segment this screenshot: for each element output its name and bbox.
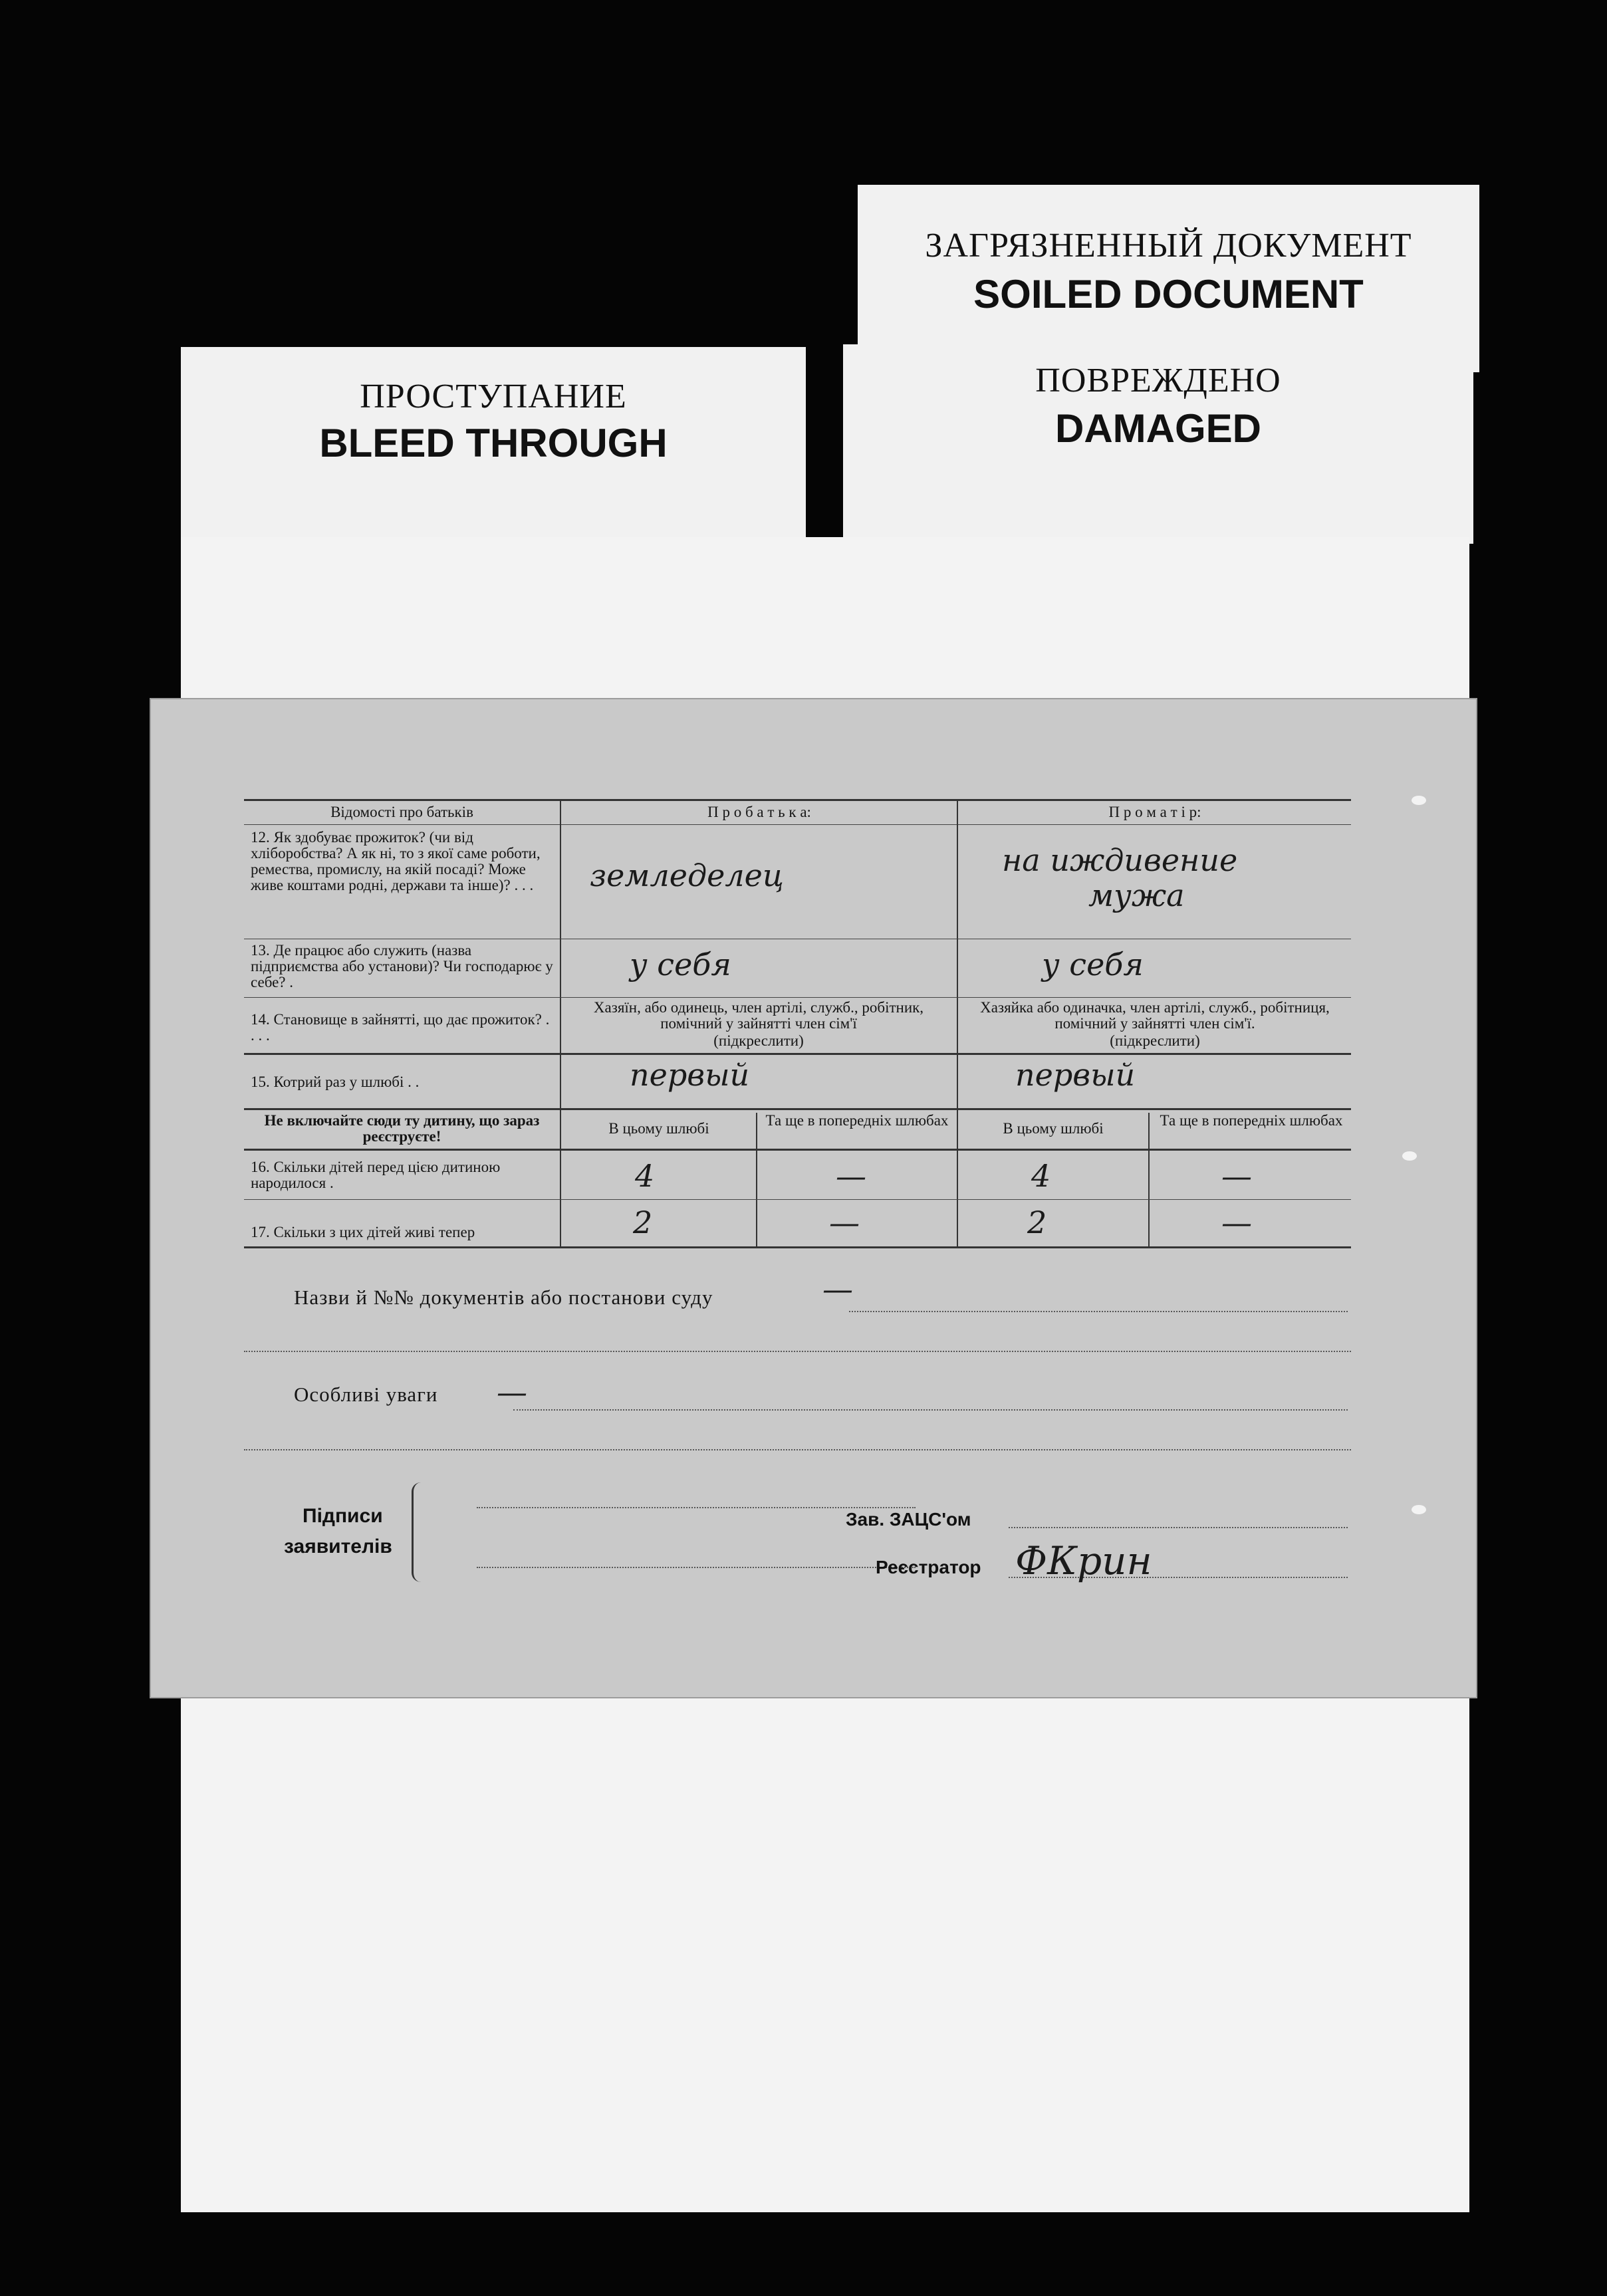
q13-label: 13. Де працює або служить (назва підприємства або установи)? Чи господарює у себе? . (251, 942, 553, 990)
bleed-title-ru: ПРОСТУПАНИЕ (360, 378, 627, 415)
soiled-title-en: SOILED DOCUMENT (973, 272, 1364, 316)
tag-card-damaged (843, 344, 1473, 544)
q12-mother-answer-line2: мужа (1088, 877, 1185, 913)
q14-label: 14. Становище в зайнятті, що дає прожиток? . . . . (251, 1011, 550, 1044)
q17-father-prev: — (829, 1205, 860, 1240)
documents-value: — (822, 1271, 853, 1307)
punch-hole (1412, 1505, 1426, 1514)
notes-value: — (497, 1374, 527, 1410)
q16-label: 16. Скільки дітей перед цією дитиною народилося . (251, 1159, 501, 1191)
q17-father-this: 2 (633, 1205, 653, 1240)
q16-father-prev: — (836, 1158, 866, 1194)
q14-father-options: Хазяїн, або одинець, член артілі, служб., робітник, помічний у зайнятті член сім'ї (593, 999, 924, 1032)
q13-mother-answer: у себя (1042, 947, 1144, 982)
mother-prev-marriages-header: Та ще в попередніх шлюбах (1160, 1112, 1343, 1129)
q12-father-answer: земледелец (590, 858, 784, 893)
q14-mother-options: Хазяйка або одиначка, член артілі, служб., робітниця, помічний у зайнятті член сім'ї. (980, 999, 1330, 1032)
q17-mother-this: 2 (1027, 1205, 1047, 1240)
header-parents-info: Відомості про батьків (330, 804, 473, 820)
soiled-title-ru: ЗАГРЯЗНЕННЫЙ ДОКУМЕНТ (925, 227, 1412, 265)
q15-father-answer: первый (630, 1057, 750, 1093)
punch-hole (1412, 796, 1426, 805)
punch-hole (1402, 1151, 1417, 1161)
q13-father-answer: у себя (630, 947, 731, 982)
q17-mother-prev: — (1221, 1205, 1252, 1240)
bleed-title-en: BLEED THROUGH (319, 421, 668, 465)
header-about-mother: П р о м а т і р: (1108, 804, 1201, 820)
children-instruction: Не включайте сюди ту дитину, що зараз реєструєте! (264, 1112, 540, 1145)
q16-mother-prev: — (1221, 1158, 1252, 1194)
q12-label: 12. Як здобуває прожиток? (чи від хліборобства? А як ні, то з якої саме роботи, ремества, промислу, на якій посаді? Може живе коштами родні, держави та інше)? . . . (251, 829, 541, 893)
damaged-title-ru: ПОВРЕЖДЕНО (1035, 362, 1281, 400)
damaged-title-en: DAMAGED (1055, 406, 1261, 451)
q16-father-this: 4 (635, 1158, 655, 1194)
father-prev-marriages-header: Та ще в попередніх шлюбах (765, 1112, 949, 1129)
q16-mother-this: 4 (1031, 1158, 1051, 1194)
q12-mother-answer-line1: на иждивение (1002, 842, 1238, 878)
applicants-signature-label-2: заявителів (284, 1536, 392, 1557)
notes-label: Особливі уваги (294, 1383, 438, 1406)
tag-card-bleed-through (181, 347, 806, 546)
mother-this-marriage-header: В цьому шлюбі (1003, 1120, 1104, 1137)
registration-form (150, 698, 1477, 1698)
registrar-signature: ФКрин (1015, 1538, 1152, 1583)
q15-label: 15. Котрий раз у шлюбі . . (251, 1074, 420, 1090)
applicants-brace (412, 1482, 428, 1582)
registrar-label: Реєстратор (876, 1557, 981, 1577)
q17-label: 17. Скільки з цих дітей живі тепер (251, 1224, 475, 1240)
father-this-marriage-header: В цьому шлюбі (608, 1120, 709, 1137)
q14-mother-note: (підкреслити) (1110, 1032, 1200, 1049)
head-zags-label: Зав. ЗАЦС'ом (846, 1509, 971, 1530)
documents-label: Назви й №№ документів або постанови суду (294, 1286, 713, 1309)
q15-mother-answer: первый (1015, 1057, 1136, 1093)
applicants-signature-label-1: Підписи (303, 1505, 383, 1527)
header-about-father: П р о б а т ь к а: (707, 804, 811, 820)
q14-father-note: (підкреслити) (713, 1032, 804, 1049)
